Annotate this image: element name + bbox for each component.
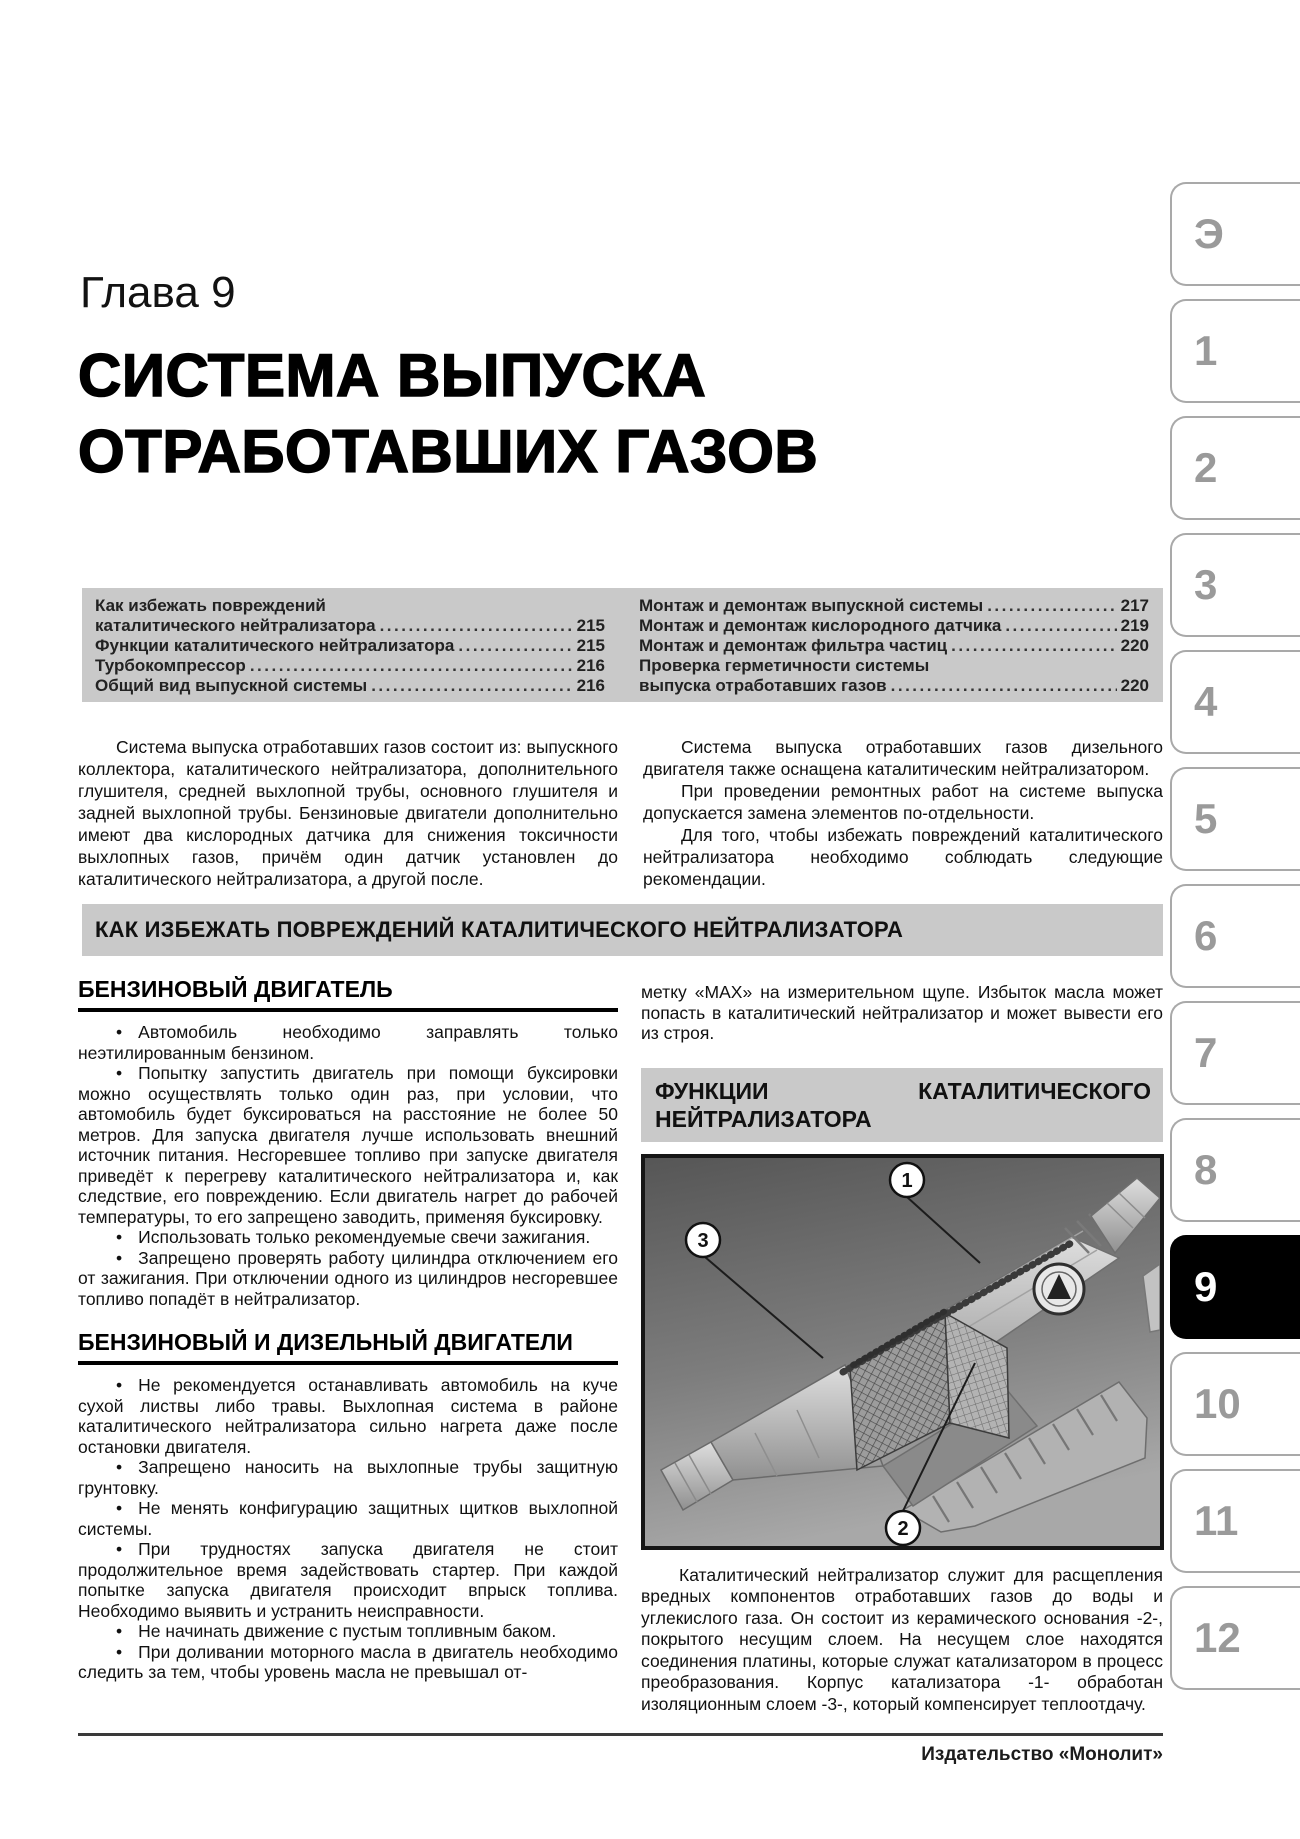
- paragraph: Для того, чтобы избежать повреждений каталитического нейтрализатора необходимо соблюдать следующие рекомендации.: [643, 825, 1163, 889]
- footer-divider: [78, 1733, 1163, 1736]
- chapter-tab-4[interactable]: [1170, 650, 1300, 754]
- bullet-item: • Запрещено наносить на выхлопные трубы защитную грунтовку.: [78, 1457, 618, 1498]
- toc-entry[interactable]: [639, 596, 1149, 616]
- tab-label: 5: [1194, 795, 1218, 842]
- toc-leader-dots: [1005, 616, 1116, 636]
- toc-leader-dots: [371, 676, 572, 696]
- toc-entry[interactable]: [639, 656, 1149, 696]
- toc-page-number: 220: [1120, 636, 1149, 655]
- chapter-label: Глава 9: [80, 268, 236, 317]
- tab-label: 7: [1194, 1029, 1218, 1076]
- toc-entry-label: Турбокомпрессор: [95, 656, 246, 675]
- toc-entry-label: Как избежать повреждений: [95, 596, 326, 615]
- toc-entry-label: Монтаж и демонтаж кислородного датчика: [639, 616, 1002, 635]
- toc-line: [95, 596, 605, 616]
- toc-page-number: 216: [576, 676, 605, 695]
- toc-page-number: 219: [1120, 616, 1149, 635]
- tab-label: 6: [1194, 912, 1218, 959]
- toc-leader-dots: [951, 636, 1117, 656]
- paragraph: Система выпуска отработавших газов дизельного двигателя также оснащена каталитическим нейтрализатором.: [643, 737, 1163, 779]
- toc-column-right: [639, 596, 1149, 702]
- chapter-tab-2[interactable]: [1170, 416, 1300, 520]
- page-title-line1: СИСТЕМА ВЫПУСКА: [78, 342, 707, 409]
- subhead-petrol-and-diesel: БЕНЗИНОВЫЙ И ДИЗЕЛЬНЫЙ ДВИГАТЕЛИ: [78, 1329, 618, 1365]
- bullet-item: • Автомобиль необходимо заправлять только неэтилированным бензином.: [78, 1022, 618, 1063]
- section-band-title: КАК ИЗБЕЖАТЬ ПОВРЕЖДЕНИЙ КАТАЛИТИЧЕСКОГО НЕЙТРАЛИЗАТОРА: [95, 917, 904, 942]
- toc-page-number: 217: [1120, 596, 1149, 615]
- tab-label: 9: [1194, 1263, 1218, 1310]
- toc-column-left: [95, 596, 605, 702]
- tab-label: 4: [1194, 678, 1218, 725]
- chapter-tab-12[interactable]: [1170, 1586, 1300, 1690]
- bullet-continuation-text: метку «MAX» на измерительном щупе. Избыток масла может попасть в каталитический нейтрализатор и может вывести его из строя.: [641, 982, 1163, 1043]
- toc-page-number: 215: [576, 616, 605, 635]
- callout-2: [886, 1511, 920, 1545]
- tab-label: 3: [1194, 561, 1218, 608]
- toc-entry[interactable]: [95, 596, 605, 636]
- toc-line: [95, 616, 605, 636]
- toc-box: [82, 588, 1163, 702]
- toc-entry-label: Монтаж и демонтаж выпускной системы: [639, 596, 984, 615]
- toc-entry[interactable]: [639, 616, 1149, 636]
- callout-1: [890, 1163, 924, 1197]
- toc-leader-dots: [987, 596, 1116, 616]
- bullet-item: • Не менять конфигурацию защитных щитков выхлопной системы.: [78, 1498, 618, 1539]
- toc-line: [639, 616, 1149, 636]
- toc-entry-label: Общий вид выпускной системы: [95, 676, 368, 695]
- tab-label: 11: [1194, 1497, 1239, 1544]
- chapter-tab-7[interactable]: [1170, 1001, 1300, 1105]
- tab-label: 1: [1194, 327, 1218, 374]
- toc-line: [95, 656, 605, 676]
- chapter-tab-8[interactable]: [1170, 1118, 1300, 1222]
- chapter-tab-3[interactable]: [1170, 533, 1300, 637]
- svg-text:1: 1: [901, 1169, 913, 1192]
- svg-text:2: 2: [897, 1517, 909, 1540]
- paragraph: При проведении ремонтных работ на системе выпуска допускается замена элементов по-отдельности.: [643, 781, 1163, 823]
- page-title-line2: ОТРАБОТАВШИХ ГАЗОВ: [78, 418, 819, 485]
- bullet-item: • Использовать только рекомендуемые свечи зажигания.: [78, 1227, 618, 1248]
- toc-line: [639, 636, 1149, 656]
- chapter-tab-11[interactable]: [1170, 1469, 1300, 1573]
- petrol-diesel-bullet-list: [78, 1375, 618, 1683]
- toc-entry-label: Монтаж и демонтаж фильтра частиц: [639, 636, 948, 655]
- toc-leader-dots: [380, 616, 573, 636]
- toc-entry[interactable]: [95, 676, 605, 696]
- tab-label: 10: [1194, 1380, 1241, 1427]
- toc-line: [639, 676, 1149, 696]
- callout-3: [686, 1223, 720, 1257]
- section-band-functions: ФУНКЦИИ КАТАЛИТИЧЕСКОГО НЕЙТРАЛИЗАТОРА: [641, 1068, 1163, 1142]
- body-left-column: [78, 976, 618, 1683]
- toc-leader-dots: [458, 636, 572, 656]
- figure-caption: Каталитический нейтрализатор служит для расщепления вредных компонентов отработавших газов до воды и углекислого газа. Он состоит из керамического основания -2-, покрытого несущим слоем. На несущем слое находятся соединения платины, которые служат катализатором в процесс преобразования. Корпус катализатора -1- обработан изоляционным слоем -3-, который компенсирует теплоотдачу.: [641, 1564, 1163, 1714]
- toc-line: [639, 596, 1149, 616]
- chapter-tab-10[interactable]: [1170, 1352, 1300, 1456]
- toc-page-number: 216: [576, 656, 605, 675]
- bullet-item: • Запрещено проверять работу цилиндра отключением его от зажигания. При отключении одного из цилиндров несгоревшее топливо попадёт в нейтрализатор.: [78, 1248, 618, 1310]
- chapter-tab-5[interactable]: [1170, 767, 1300, 871]
- toc-line: [95, 676, 605, 696]
- toc-leader-dots: [891, 676, 1117, 696]
- page-title: [78, 338, 818, 490]
- tab-label: 2: [1194, 444, 1218, 491]
- toc-entry-label: каталитического нейтрализатора: [95, 616, 376, 635]
- svg-text:3: 3: [697, 1229, 709, 1252]
- chapter-tab-6[interactable]: [1170, 884, 1300, 988]
- chapter-tab-9[interactable]: [1170, 1235, 1300, 1339]
- catalytic-converter-figure: [641, 1154, 1164, 1550]
- intro-left-column: [78, 736, 618, 890]
- toc-line: [95, 636, 605, 656]
- bullet-item: • При трудностях запуска двигателя не стоит продолжительное время задействовать стартер. При каждой попытке запуска двигателя происходит впрыск топлива. Необходимо выявить и устранить неисправности.: [78, 1539, 618, 1621]
- toc-leader-dots: [250, 656, 573, 676]
- section-band-avoid-damage: [82, 904, 1163, 956]
- chapter-tab-rail: [1170, 182, 1300, 1703]
- tab-label: 8: [1194, 1146, 1218, 1193]
- intro-right-column: [643, 736, 1163, 890]
- toc-line: [639, 656, 1149, 676]
- tab-label: 12: [1194, 1614, 1241, 1661]
- paragraph: Система выпуска отработавших газов состоит из: выпускного коллектора, каталитического нейтрализатора, дополнительного глушителя, средней выхлопной трубы, основного глушителя и задней выхлопной трубы. Бензиновые двигатели дополнительно имеют два кислородных датчика для снижения токсичности выхлопных газов, причём один датчик установлен до каталитического нейтрализатора, а другой после.: [78, 737, 618, 889]
- body-right-column: [641, 982, 1163, 1715]
- chapter-tab-1[interactable]: [1170, 299, 1300, 403]
- toc-page-number: 220: [1120, 676, 1149, 695]
- bullet-item: • Не начинать движение с пустым топливным баком.: [78, 1621, 618, 1642]
- chapter-tab-Э[interactable]: [1170, 182, 1300, 286]
- toc-entry-label: Функции каталитического нейтрализатора: [95, 636, 455, 655]
- publisher-footer: Издательство «Монолит»: [921, 1744, 1163, 1765]
- bullet-item: • Попытку запустить двигатель при помощи буксировки можно осуществлять только один раз, при условии, что автомобиль будет буксироваться на расстояние не более 50 метров. Для запуска двигателя лучше использовать внешний источник питания. Несгоревшее топливо при запуске двигателя приведёт к перегреву каталитического нейтрализатора и, как следствие, его повреждению. Если двигатель нагрет до рабочей температуры, то его запрещено заводить, применяя буксировку.: [78, 1063, 618, 1227]
- toc-entry[interactable]: [95, 636, 605, 656]
- tab-label: Э: [1194, 210, 1224, 257]
- toc-entry[interactable]: [639, 636, 1149, 656]
- petrol-bullet-list: [78, 1022, 618, 1309]
- bullet-item: • При доливании моторного масла в двигатель необходимо следить за тем, чтобы уровень масла не превышал от-: [78, 1642, 618, 1683]
- toc-entry-label: выпуска отработавших газов: [639, 676, 887, 695]
- subhead-petrol-engine: БЕНЗИНОВЫЙ ДВИГАТЕЛЬ: [78, 976, 618, 1012]
- toc-page-number: 215: [576, 636, 605, 655]
- toc-entry[interactable]: [95, 656, 605, 676]
- bullet-item: • Не рекомендуется останавливать автомобиль на куче сухой листвы либо травы. Выхлопная система в районе каталитического нейтрализатора сильно нагрета даже после остановки двигателя.: [78, 1375, 618, 1457]
- manufacturer-logo: [1034, 1264, 1084, 1314]
- toc-entry-label: Проверка герметичности системы: [639, 656, 930, 675]
- catalytic-converter-illustration: [645, 1158, 1160, 1546]
